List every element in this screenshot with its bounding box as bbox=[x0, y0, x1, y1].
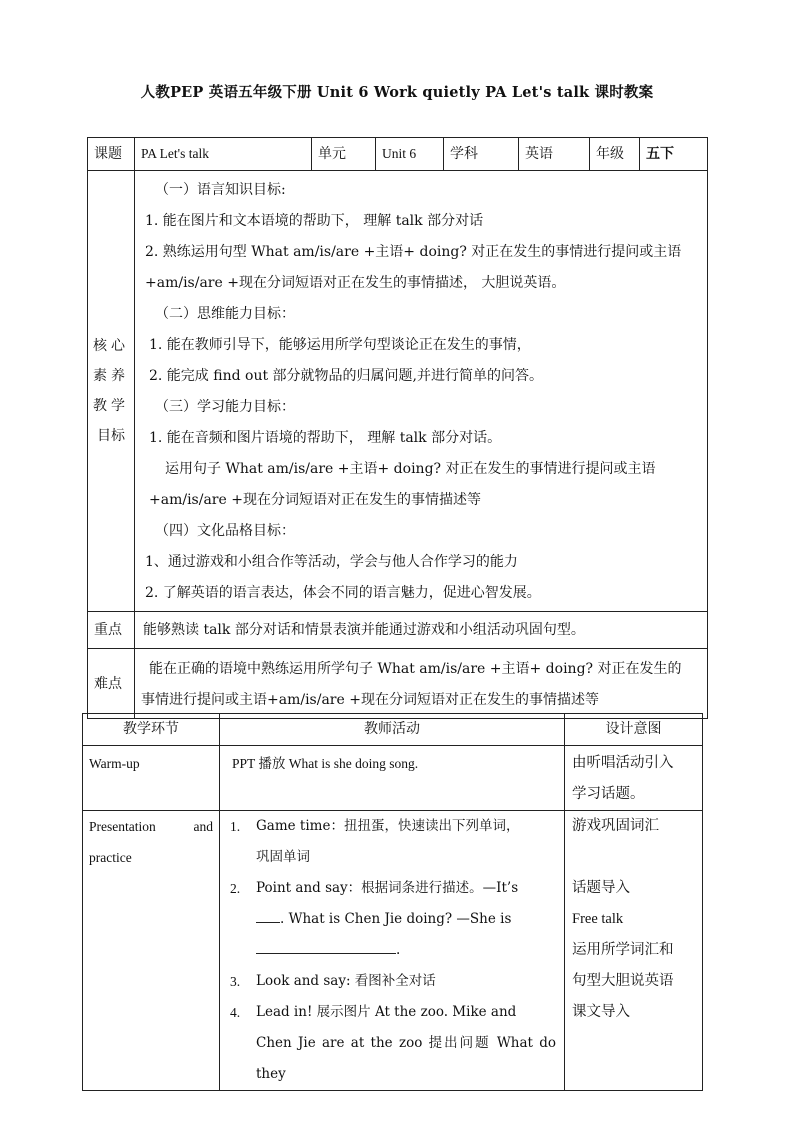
objective-line: 2. 熟练运用句型 What am/is/are +主语+ doing? 对正在发生的事情进行提问或主语 bbox=[145, 244, 682, 260]
objective-line: 1、通过游戏和小组合作等活动，学会与他人合作学习的能力 bbox=[145, 554, 518, 570]
activity-item: 4. Lead in! 展示图片 At the zoo. Mike and Chen Jie are at the zoo 提出问题 What do they bbox=[230, 1004, 556, 1082]
process-header-row bbox=[83, 714, 703, 746]
key-point-text: 能够熟读 talk 部分对话和情景表演并能通过游戏和小组活动巩固句型。 bbox=[135, 612, 708, 649]
header-intent: 设计意图 bbox=[565, 714, 703, 746]
difficulty-text: 能在正确的语境中熟练运用所学句子 What am/is/are +主语+ doing? 对正在发生的 事情进行提问或主语+am/is/are +现在分词短语对正在发生的事情描述等 bbox=[135, 649, 708, 719]
difficulty-label: 难点 bbox=[88, 649, 135, 719]
answer-blank bbox=[256, 939, 396, 954]
document-title: 人教PEP 英语五年级下册 Unit 6 Work quietly PA Let's talk 课时教案 bbox=[140, 84, 654, 101]
topic-value: PA Let's talk bbox=[135, 138, 312, 171]
presentation-activity bbox=[220, 811, 565, 1091]
key-point-label: 重点 bbox=[88, 612, 135, 649]
warmup-activity: PPT 播放 What is she doing song. bbox=[220, 746, 565, 811]
objective-line: 1. 能在教师引导下，能够运用所学句型谈论正在发生的事情， bbox=[149, 337, 531, 353]
answer-blank bbox=[256, 908, 280, 923]
warmup-stage: Warm-up bbox=[83, 746, 220, 811]
objective-line: +am/is/are +现在分词短语对正在发生的事情描述等 bbox=[149, 492, 481, 508]
activity-item: 3. Look and say: 看图补全对话 bbox=[230, 973, 436, 989]
subject-label: 学科 bbox=[444, 138, 519, 171]
core-objectives-label: 核心 素养 教学 目标 bbox=[88, 171, 135, 612]
activity-item: 1. Game time：扭扭蛋，快速读出下列单词， 巩固单词 bbox=[230, 818, 520, 865]
presentation-stage: Presentation and practice bbox=[83, 811, 220, 1091]
objective-heading: （四）文化品格目标： bbox=[155, 523, 295, 539]
objective-line: 2. 了解英语的语言表达，体会不同的语言魅力，促进心智发展。 bbox=[145, 585, 541, 601]
key-point-row bbox=[88, 612, 708, 649]
objective-heading: （二）思维能力目标： bbox=[155, 306, 295, 322]
presentation-row bbox=[83, 811, 703, 1091]
objective-line: 运用句子 What am/is/are +主语+ doing? 对正在发生的事情进行提问或主语 bbox=[165, 461, 656, 477]
objective-heading: （三）学习能力目标： bbox=[155, 399, 295, 415]
warmup-intent: 由听唱活动引入 学习话题。 bbox=[565, 746, 703, 811]
core-objectives-content bbox=[135, 171, 708, 612]
teaching-process-table bbox=[82, 713, 703, 1091]
topic-label: 课题 bbox=[88, 138, 135, 171]
activity-item: 2. Point and say：根据词条进行描述。—It’s . What is Chen Jie doing? —She is . bbox=[230, 880, 519, 958]
difficulty-row bbox=[88, 649, 708, 719]
objective-line: 2. 能完成 find out 部分就物品的归属问题,并进行简单的问答。 bbox=[149, 368, 543, 384]
header-stage: 教学环节 bbox=[83, 714, 220, 746]
objective-line: +am/is/are +现在分词短语对正在发生的事情描述， 大胆说英语。 bbox=[145, 275, 566, 291]
grade-value: 五下 bbox=[640, 138, 708, 171]
subject-value: 英语 bbox=[519, 138, 590, 171]
objective-heading: （一）语言知识目标: bbox=[155, 182, 286, 198]
unit-label: 单元 bbox=[312, 138, 376, 171]
header-activity: 教师活动 bbox=[220, 714, 565, 746]
overview-table bbox=[87, 137, 708, 719]
presentation-intent: 游戏巩固词汇 话题导入 Free talk 运用所学词汇和 句型大胆说英语 课文导入 bbox=[565, 811, 703, 1091]
objective-line: 1. 能在音频和图片语境的帮助下， 理解 talk 部分对话。 bbox=[149, 430, 502, 446]
objective-line: 1. 能在图片和文本语境的帮助下， 理解 talk 部分对话 bbox=[145, 213, 484, 229]
unit-value: Unit 6 bbox=[376, 138, 444, 171]
grade-label: 年级 bbox=[590, 138, 640, 171]
core-objectives-row bbox=[88, 171, 708, 612]
warmup-row bbox=[83, 746, 703, 811]
info-row bbox=[88, 138, 708, 171]
